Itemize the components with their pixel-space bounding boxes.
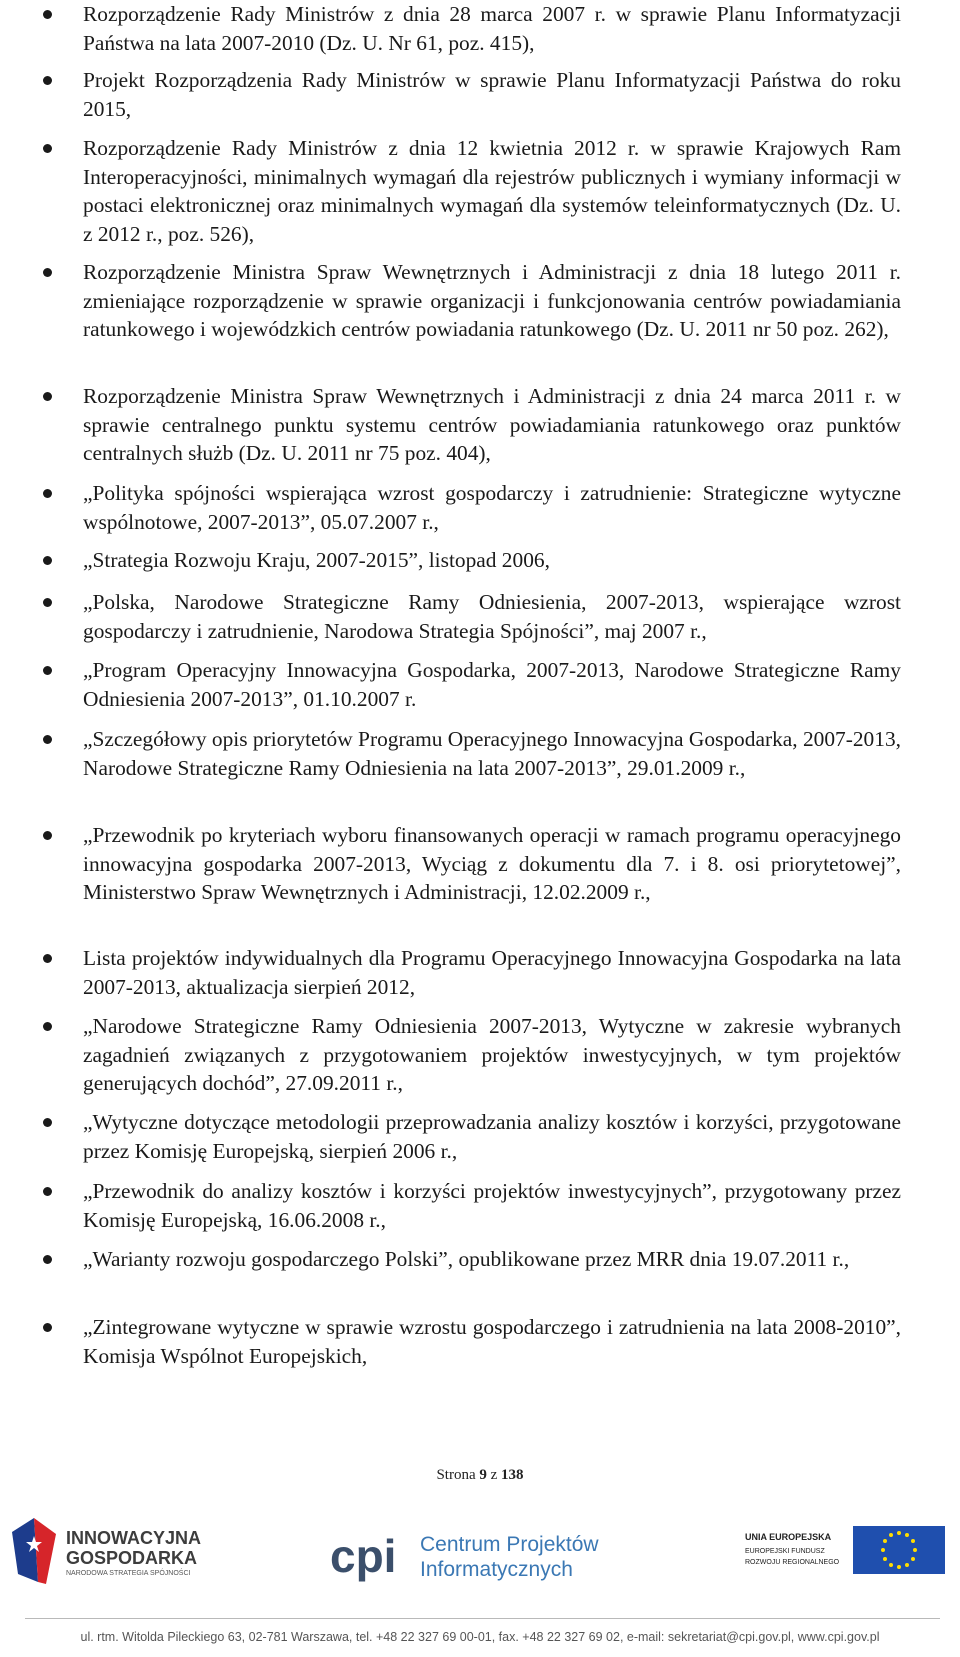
cpi-name-line1: Centrum Projektów bbox=[420, 1533, 599, 1556]
list-item-text: Projekt Rozporządzenia Rady Ministrów w sprawie Planu Informatyzacji Państwa do roku 2015, bbox=[83, 68, 901, 121]
bullet-icon bbox=[43, 831, 52, 840]
logo-left-line2: GOSPODARKA bbox=[66, 1548, 198, 1568]
bullet-icon bbox=[43, 144, 52, 153]
bullet-icon bbox=[43, 1187, 52, 1196]
bullet-icon bbox=[43, 954, 52, 963]
page-number-separator: z bbox=[490, 1467, 498, 1483]
list-item-text: „Polska, Narodowe Strategiczne Ramy Odniesienia, 2007-2013, wspierające wzrost gospodarczy i zatrudnienie, Narodowa Strategia Spójności”, maj 2007 r., bbox=[83, 590, 901, 643]
list-item-text: „Przewodnik do analizy kosztów i korzyści projektów inwestycyjnych”, przygotowany przez Komisję Europejską, 16.06.2008 r., bbox=[83, 1179, 901, 1232]
list-item-text: „Zintegrowane wytyczne w sprawie wzrostu gospodarczego i zatrudnienia na lata 2008-2010”, Komisja Wspólnot Europejskich, bbox=[83, 1315, 901, 1368]
logo-right-line2: EUROPEJSKI FUNDUSZ bbox=[745, 1548, 825, 1555]
bullet-icon bbox=[43, 392, 52, 401]
list-item-text: Rozporządzenie Ministra Spraw Wewnętrznych i Administracji z dnia 18 lutego 2011 r. zmieniające rozporządzenie w sprawie organizacji i funkcjonowania centrów powiadamiania ratunkowego i wojewódzkich centrów powiadania ratunkowego (Dz. U. 2011 nr 50 poz. 262), bbox=[83, 260, 901, 341]
list-item-text: Lista projektów indywidualnych dla Programu Operacyjnego Innowacyjna Gospodarka na lata 2007-2013, aktualizacja sierpień 2012, bbox=[83, 946, 901, 999]
list-item-text: Rozporządzenie Ministra Spraw Wewnętrznych i Administracji z dnia 24 marca 2011 r. w sprawie centralnego punktu systemu centrów powiadamiania ratunkowego oraz punktów centralnych służb (Dz. U. 2011 nr 75 poz. 404), bbox=[83, 384, 901, 465]
list-item-text: „Program Operacyjny Innowacyjna Gospodarka, 2007-2013, Narodowe Strategiczne Ramy Odniesienia 2007-2013”, 01.10.2007 r. bbox=[83, 658, 901, 711]
eu-logo bbox=[745, 1520, 950, 1580]
list-item-text: „Szczegółowy opis priorytetów Programu Operacyjnego Innowacyjna Gospodarka, 2007-2013, Narodowe Strategiczne Ramy Odniesienia na lata 2007-2013”, 29.01.2009 r., bbox=[83, 727, 901, 780]
list-item-text: „Strategia Rozwoju Kraju, 2007-2015”, listopad 2006, bbox=[83, 548, 550, 572]
logo-left-line1: INNOWACYJNA bbox=[66, 1528, 202, 1548]
page-number-prefix: Strona bbox=[436, 1467, 476, 1483]
cpi-name-line2: Informatycznych bbox=[420, 1558, 573, 1581]
footer-logos bbox=[0, 1500, 960, 1610]
list-item-text: „Przewodnik po kryteriach wyboru finansowanych operacji w ramach programu operacyjnego innowacyjna gospodarka 2007-2013, Wyciąg z dokumentu dla 7. i 8. osi priorytetowej”, Ministerstwo Spraw Wewnętrznych i Administracji, 12.02.2009 r., bbox=[83, 823, 901, 904]
logo-right-line3: ROZWOJU REGIONALNEGO bbox=[745, 1559, 840, 1566]
innowacyjna-gospodarka-logo bbox=[8, 1512, 228, 1592]
list-item-text: „Warianty rozwoju gospodarczego Polski”, opublikowane przez MRR dnia 19.07.2011 r., bbox=[83, 1247, 850, 1271]
bullet-icon bbox=[43, 10, 52, 19]
bullet-icon bbox=[43, 1118, 52, 1127]
page-number bbox=[0, 1467, 960, 1484]
footer-divider bbox=[25, 1618, 940, 1619]
bullet-icon bbox=[43, 1323, 52, 1332]
list-item-text: „Polityka spójności wspierająca wzrost gospodarczy i zatrudnienie: Strategiczne wytyczne wspólnotowe, 2007-2013”, 05.07.2007 r., bbox=[83, 481, 901, 534]
bullet-icon bbox=[43, 556, 52, 565]
bullet-icon bbox=[43, 666, 52, 675]
logo-left-line3: NARODOWA STRATEGIA SPÓJNOŚCI bbox=[66, 1570, 191, 1577]
page-number-current: 9 bbox=[479, 1467, 487, 1483]
bullet-icon bbox=[43, 735, 52, 744]
bullet-icon bbox=[43, 1255, 52, 1264]
bullet-icon bbox=[43, 76, 52, 85]
logo-right-line1: UNIA EUROPEJSKA bbox=[745, 1532, 832, 1542]
cpi-letters: cpi bbox=[330, 1530, 397, 1582]
list-item-text: Rozporządzenie Rady Ministrów z dnia 28 marca 2007 r. w sprawie Planu Informatyzacji Państwa na lata 2007-2010 (Dz. U. Nr 61, poz. 415), bbox=[83, 2, 901, 55]
list-item-text: „Narodowe Strategiczne Ramy Odniesienia 2007-2013, Wytyczne w zakresie wybranych zagadnień związanych z przygotowaniem projektów inwestycyjnych, w tym projektów generujących dochód”, 27.09.2011 r., bbox=[83, 1014, 901, 1095]
page-number-total: 138 bbox=[501, 1467, 524, 1483]
bullet-icon bbox=[43, 489, 52, 498]
cpi-logo bbox=[330, 1522, 640, 1592]
bullet-icon bbox=[43, 268, 52, 277]
list-item-text: Rozporządzenie Rady Ministrów z dnia 12 kwietnia 2012 r. w sprawie Krajowych Ram Interoperacyjności, minimalnych wymagań dla rejestrów publicznych i wymiany informacji w postaci elektronicznej oraz minimalnych wymagań dla systemów teleinformatycznych (Dz. U. z 2012 r., poz. 526), bbox=[83, 136, 901, 246]
logo-flag-blue bbox=[12, 1518, 38, 1582]
list-item-text: „Wytyczne dotyczące metodologii przeprowadzania analizy kosztów i korzyści, przygotowane przez Komisję Europejską, sierpień 2006 r., bbox=[83, 1110, 901, 1163]
bullet-icon bbox=[43, 598, 52, 607]
footer-address: ul. rtm. Witolda Pileckiego 63, 02-781 Warszawa, tel. +48 22 327 69 00-01, fax. +48 22 327 69 02, e-mail: sekretariat@cpi.gov.pl, www.cpi.gov.pl bbox=[80, 1630, 880, 1644]
bullet-icon bbox=[43, 1022, 52, 1031]
